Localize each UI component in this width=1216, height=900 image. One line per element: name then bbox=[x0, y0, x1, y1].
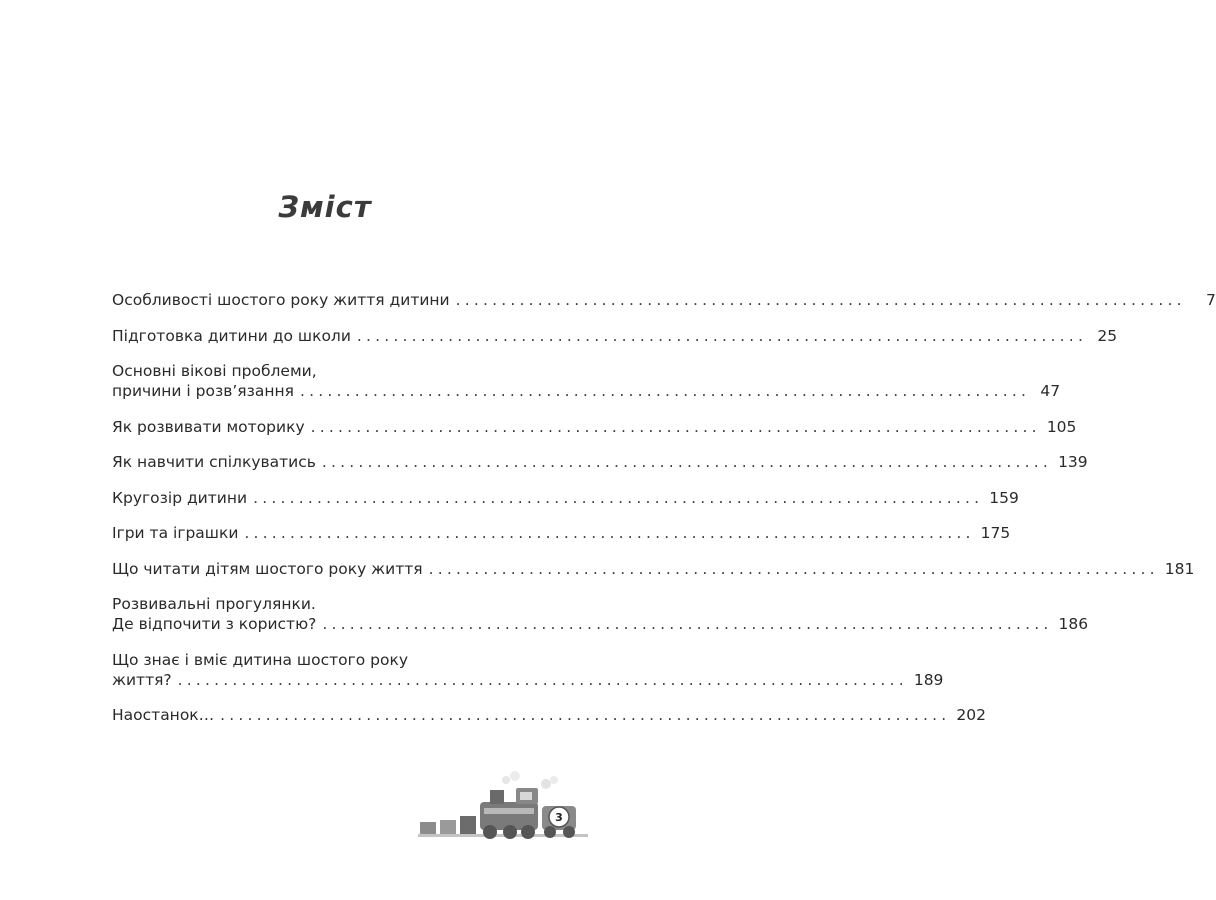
page-title: Зміст bbox=[278, 190, 372, 224]
toc-page-number: 175 bbox=[980, 524, 1011, 542]
toc-line bbox=[112, 417, 1077, 437]
toc-entry-title: Де відпочити з користю? bbox=[112, 615, 317, 633]
toc-entry-title: Підготовка дитини до школи bbox=[112, 326, 351, 345]
toc-leader-dots: ................................................................................ bbox=[244, 524, 975, 542]
toc-entry bbox=[112, 594, 1089, 634]
toc-entry bbox=[112, 705, 986, 725]
toc-page-number: 7 bbox=[1205, 291, 1216, 309]
toc-leader-dots: ................................................................................ bbox=[299, 382, 1031, 400]
toc-line bbox=[112, 559, 1195, 579]
toc-entry-title: Що читати дітям шостого року життя bbox=[112, 559, 423, 578]
toc-leader-dots: ................................................................................ bbox=[322, 615, 1053, 633]
toc-entry bbox=[112, 488, 1019, 508]
toc-entry bbox=[112, 523, 1011, 543]
toc-leader-dots: ................................................................................ bbox=[321, 453, 1053, 471]
toc-entry-title: Що знає і вміє дитина шостого року bbox=[112, 650, 409, 669]
toc-line bbox=[112, 361, 520, 381]
toc-leader-dots: ................................................................................ bbox=[455, 291, 1186, 309]
toc-line bbox=[112, 488, 1019, 508]
toc-line bbox=[112, 614, 1089, 634]
toc-entry bbox=[112, 452, 1088, 472]
toc-leader-dots: ................................................................................ bbox=[428, 559, 1159, 578]
toc-entry bbox=[112, 326, 1118, 346]
toc-page-number: 159 bbox=[989, 488, 1019, 507]
toc-page-number: 181 bbox=[1164, 559, 1195, 578]
toc-page-number: 139 bbox=[1058, 453, 1088, 471]
toc-line bbox=[112, 381, 1061, 401]
toc-entry bbox=[112, 650, 944, 690]
toc-entry-title: Кругозір дитини bbox=[112, 488, 248, 507]
page-number: 3 bbox=[555, 811, 563, 824]
toc-page-number: 202 bbox=[956, 706, 986, 724]
toc-entry bbox=[112, 559, 1195, 579]
toc-page-number: 47 bbox=[1040, 382, 1061, 400]
toc-leader-dots: ................................................................................ bbox=[310, 417, 1041, 436]
toc-page-number: 189 bbox=[913, 670, 944, 689]
toc-entry bbox=[112, 290, 1216, 310]
toc-page-number: 25 bbox=[1097, 326, 1118, 345]
toc-entry-title: Особливості шостого року життя дитини bbox=[112, 291, 450, 309]
toc-leader-dots: ................................................................................ bbox=[220, 706, 951, 724]
toc-page-number: 186 bbox=[1058, 615, 1089, 633]
toc-line bbox=[112, 326, 1118, 346]
toc-entry-title: Основні вікові проблеми, bbox=[112, 362, 317, 380]
toc-line bbox=[112, 705, 986, 725]
toc-line bbox=[112, 452, 1088, 472]
toc-entry-title: життя? bbox=[112, 670, 172, 689]
toc-entry-title: причини і розв’язання bbox=[112, 382, 294, 400]
toc-entry-title: Як розвивати моторику bbox=[112, 417, 305, 436]
toc-entry-title: Як навчити спілкуватись bbox=[112, 453, 316, 471]
train-icon bbox=[418, 770, 598, 842]
toc-entry bbox=[112, 417, 1077, 437]
toc-line bbox=[112, 290, 1216, 310]
toc-leader-dots: ................................................................................ bbox=[253, 488, 984, 507]
toc-entry-title: Розвивальні прогулянки. bbox=[112, 595, 316, 613]
toc-leader-dots: ................................................................................ bbox=[356, 326, 1088, 345]
toc-line bbox=[112, 650, 520, 670]
toc-entry bbox=[112, 361, 1061, 401]
toc-entry-title: Ігри та іграшки bbox=[112, 524, 239, 542]
toc-line bbox=[112, 670, 944, 690]
toc-entry-title: Наостанок… bbox=[112, 706, 215, 724]
table-of-contents bbox=[112, 290, 1216, 741]
toc-leader-dots: ................................................................................ bbox=[177, 670, 908, 689]
toc-page-number: 105 bbox=[1046, 417, 1077, 436]
toc-line bbox=[112, 523, 1011, 543]
toc-line bbox=[112, 594, 520, 614]
